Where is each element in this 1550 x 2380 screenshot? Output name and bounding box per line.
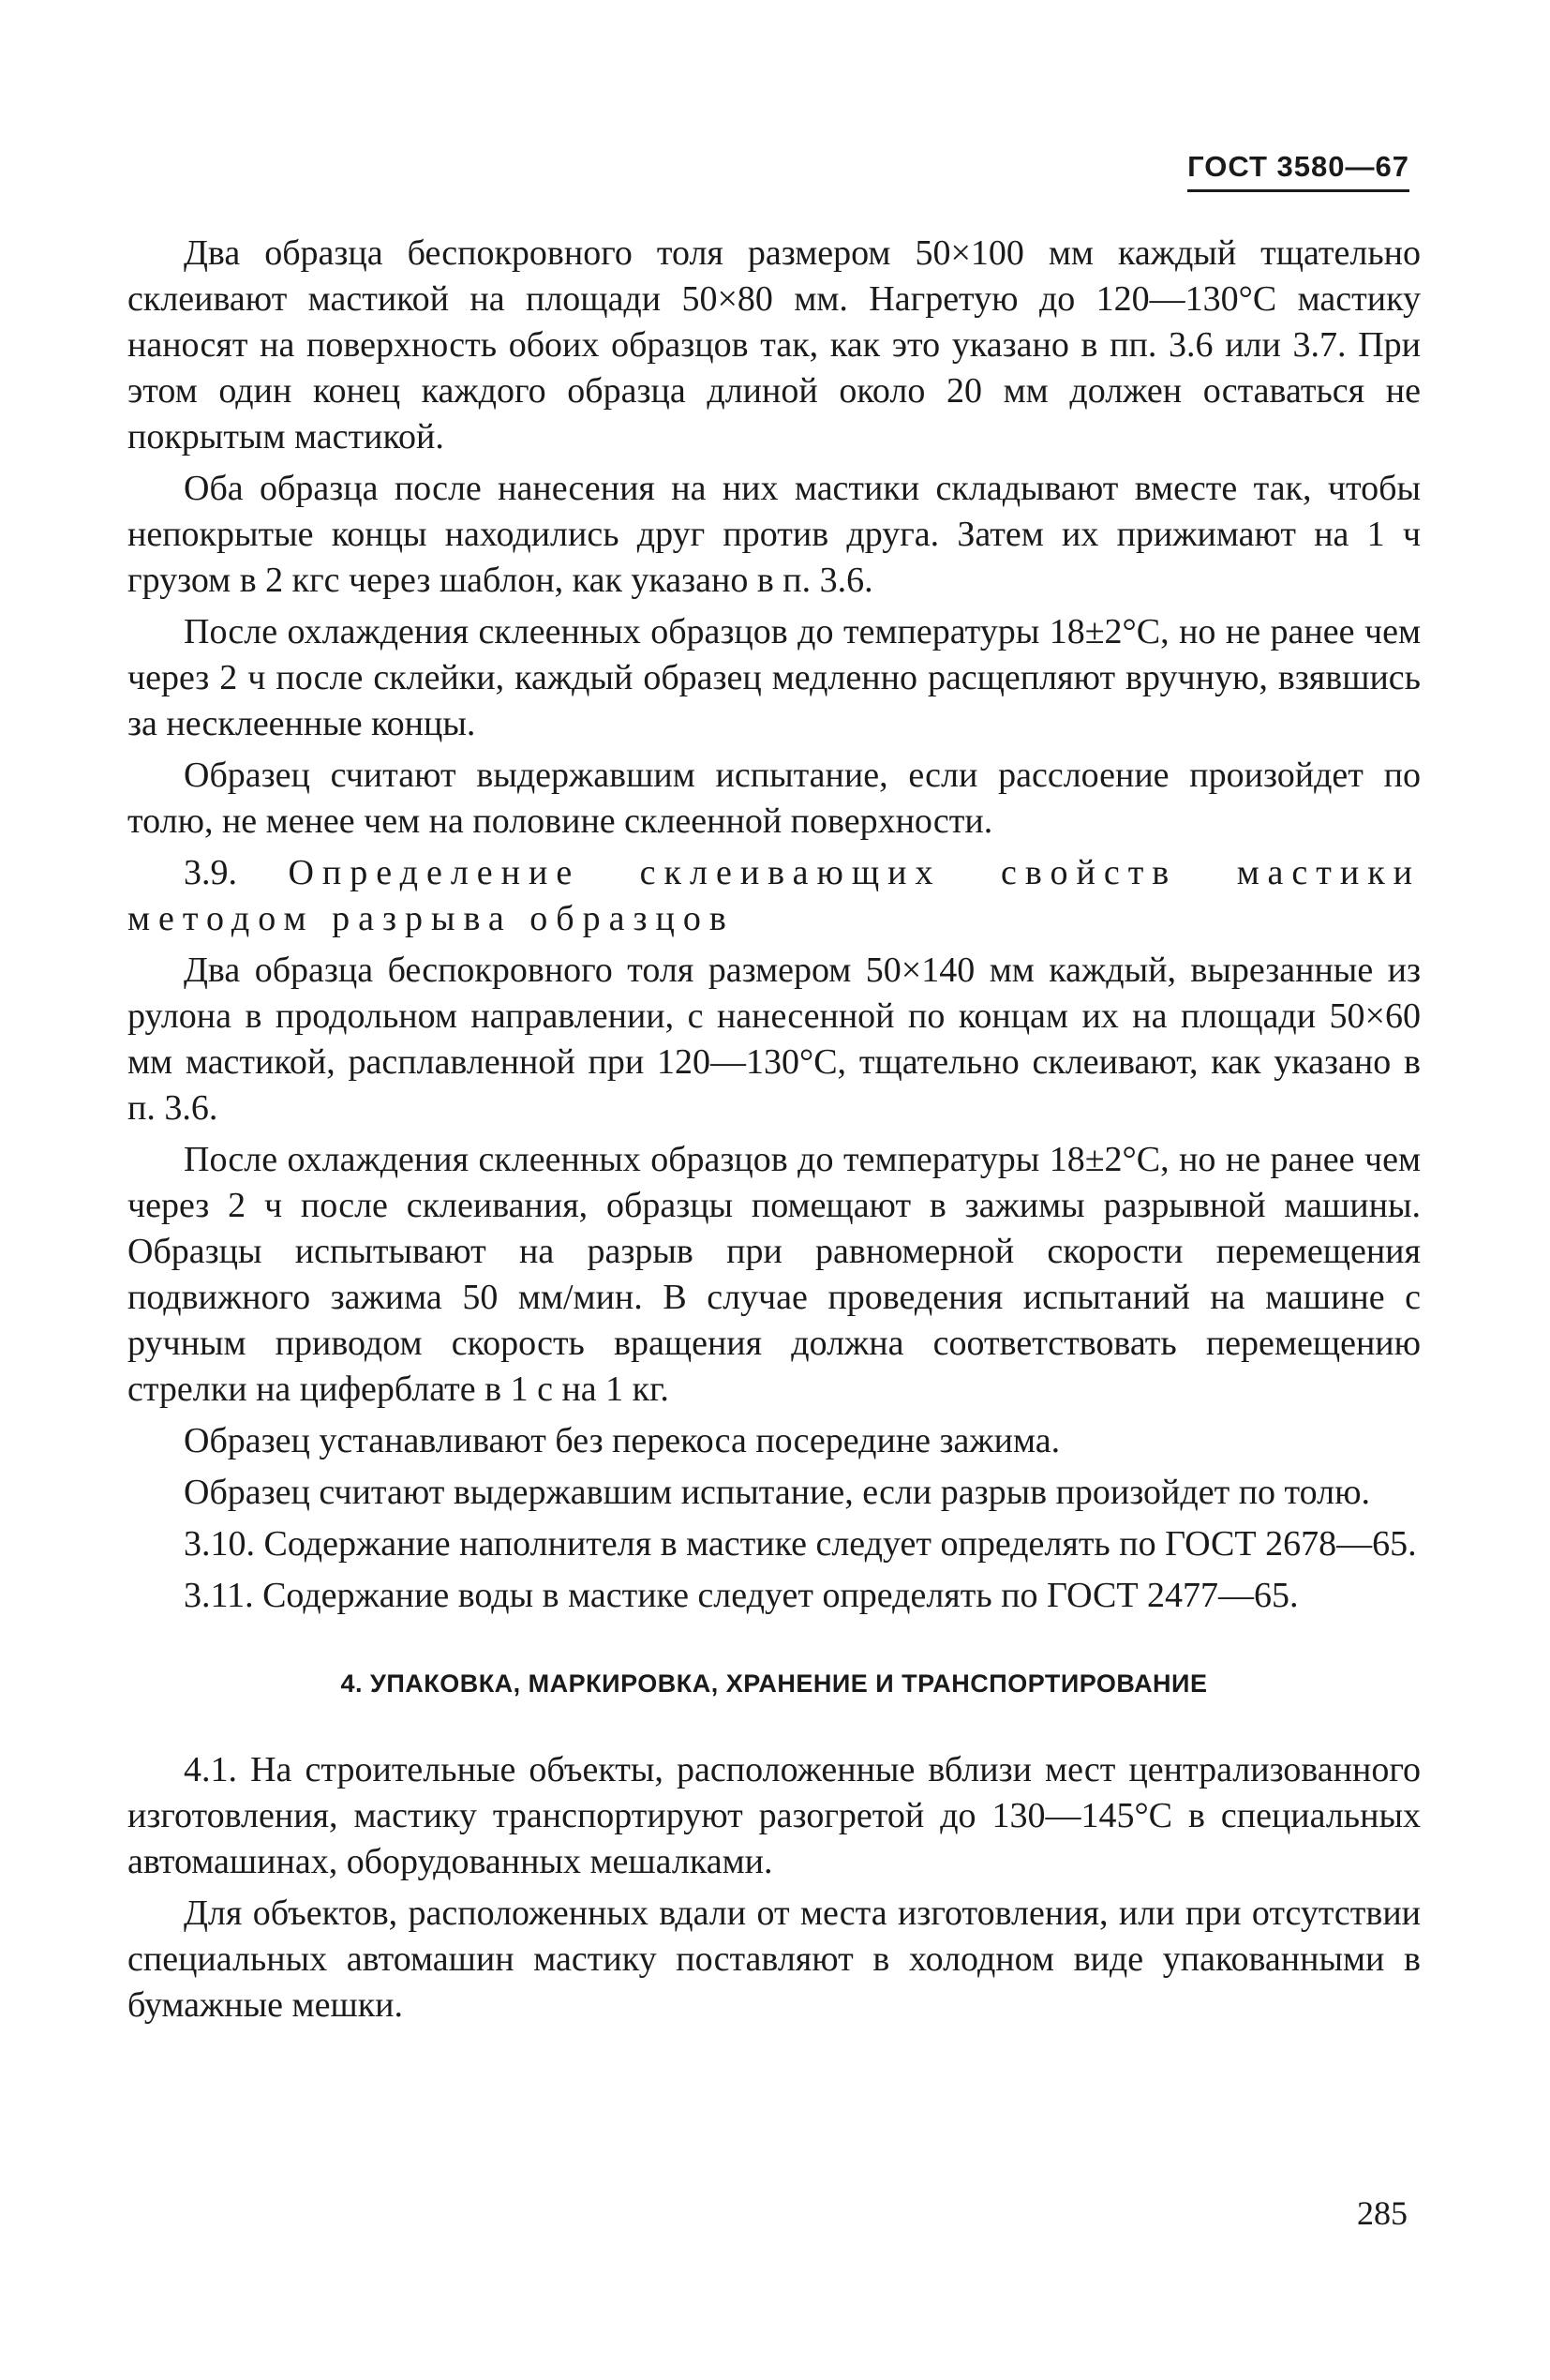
page-body [127,231,1421,2034]
subsection-title [127,850,1421,942]
paragraph: Образец устанавливают без перекоса посередине зажима. [184,1421,1061,1460]
paragraph: После охлаждения склеенных образцов до температуры 18±2°С, но не ранее чем через 2 ч после склейки, каждый образец медленно расщепляют вручную, взявшись за несклеенные концы. [127,612,1421,743]
page-header [1187,150,1409,192]
paragraph: Образец считают выдержавшим испытание, если расслоение произойдет по толю, не менее чем на половине склеенной поверхности. [127,756,1421,841]
paragraph: Два образца беспокровного толя размером 50×100 мм каждый тщательно склеивают мастикой на площади 50×80 мм. Нагретую до 120—130°С мастику наносят на поверхность обоих образцов так, как это указано в пп. 3.6 или 3.7. При этом один конец каждого образца длиной около 20 мм должен оставаться не покрытым мастикой. [127,233,1421,457]
page-number: 285 [1357,2194,1408,2232]
paragraph: Для объектов, расположенных вдали от места изготовления, или при отсутствии специальных автомашин мастику поставляют в холодном виде упакованными в бумажные мешки. [127,1894,1421,2025]
paragraph: 3.10. Содержание наполнителя в мастике следует определять по ГОСТ 2678—65. [184,1524,1417,1564]
paragraph: 3.11. Содержание воды в мастике следует определять по ГОСТ 2477—65. [184,1576,1299,1615]
paragraph: Образец считают выдержавшим испытание, если разрыв произойдет по толю. [184,1473,1370,1512]
subsection-number: 3.9. [184,853,237,892]
paragraph: Оба образца после нанесения на них мастики складывают вместе так, чтобы непокрытые концы находились друг против друга. Затем их прижимают на 1 ч грузом в 2 кгс через шаблон, как указано в п. 3.6. [127,469,1421,600]
paragraph: Два образца беспокровного толя размером 50×140 мм каждый, вырезанные из рулона в продольном направлении, с нанесенной по концам их на площади 50×60 мм мастикой, расплавленной при 120—130°С, тщательно склеивают, как указано в п. 3.6. [127,951,1421,1128]
paragraph: 4.1. На строительные объекты, расположенные вблизи мест централизованного изготовления, мастику транспортируют разогретой до 130—145°С в специальных автомашинах, оборудованных мешалками. [127,1750,1421,1881]
section-heading: 4. УПАКОВКА, МАРКИРОВКА, ХРАНЕНИЕ И ТРАНСПОРТИРОВАНИЕ [340,1669,1208,1698]
document-code: ГОСТ 3580—67 [1187,150,1409,192]
subsection-title-text: Определение склеивающих свойств мастики методом разрыва образцов [127,853,1421,938]
paragraph: После охлаждения склеенных образцов до температуры 18±2°С, но не ранее чем через 2 ч после склеивания, образцы помещают в зажимы разрывной машины. Образцы испытывают на разрыв при равномерной скорости перемещения подвижного зажима 50 мм/мин. В случае проведения испытаний на машине с ручным приводом скорость вращения должна соответствовать перемещению стрелки на циферблате в 1 с на 1 кг. [127,1140,1421,1409]
